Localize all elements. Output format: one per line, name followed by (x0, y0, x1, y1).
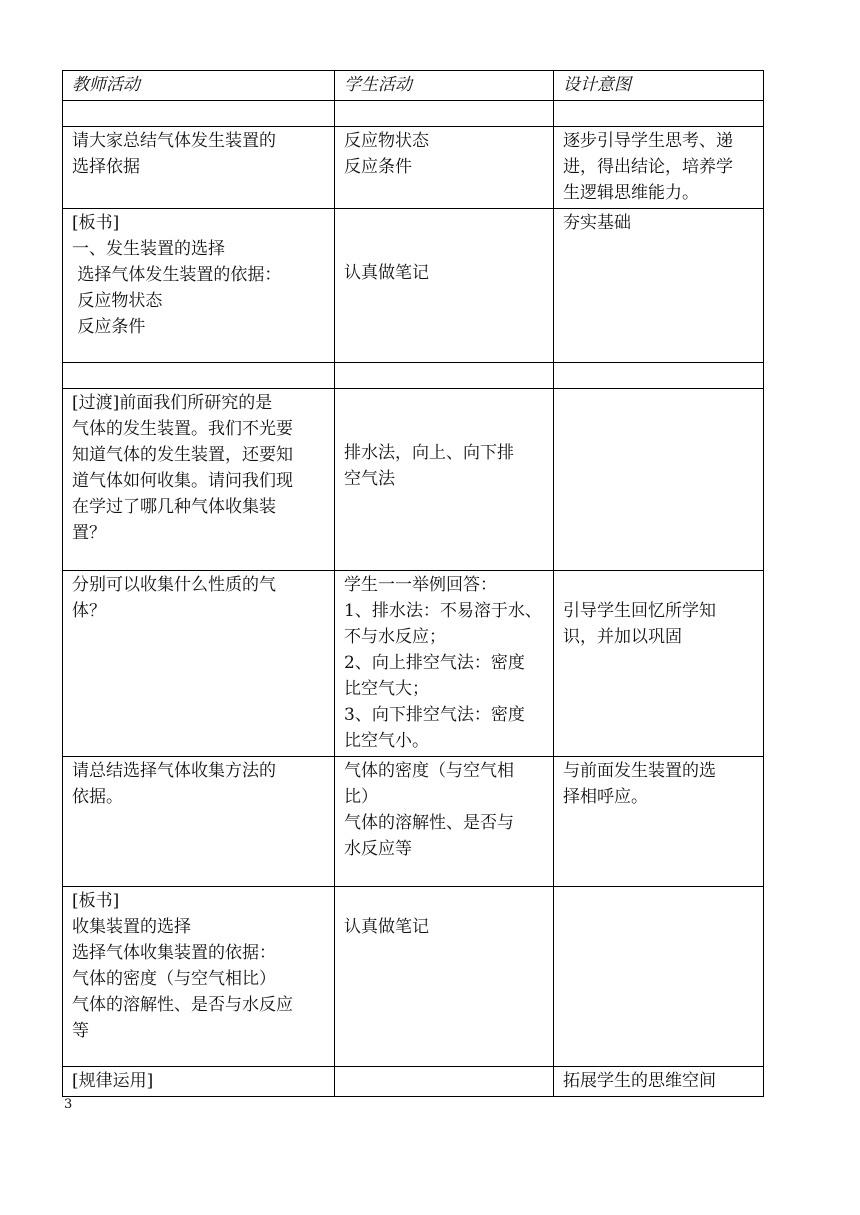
teacher-cell (63, 209, 335, 363)
lesson-plan-table (62, 70, 764, 1097)
cell-line: 一、发生装置的选择 (72, 239, 225, 259)
cell-line: 逐步引导学生思考、递 (563, 131, 733, 151)
cell-line: 与前面发生装置的选 (563, 761, 716, 781)
cell-line: 1、排水法：不易溶于水、 (344, 601, 542, 621)
cell-line: 反应物状态 (72, 291, 163, 311)
teacher-cell (63, 363, 335, 389)
cell-line: 比） (344, 787, 378, 807)
student-cell (335, 1067, 554, 1097)
cell-line: 3、向下排空气法：密度 (344, 705, 525, 725)
page-number: 3 (64, 1097, 73, 1112)
student-cell (335, 571, 554, 757)
cell-line: 认真做笔记 (344, 917, 429, 937)
cell-line: 拓展学生的思维空间 (563, 1071, 716, 1091)
student-cell (335, 389, 554, 571)
student-cell (335, 127, 554, 209)
cell-line: 进，得出结论，培养学 (563, 157, 733, 177)
intent-cell (554, 209, 764, 363)
header-design-intent: 设计意图 (554, 71, 764, 101)
cell-line: 等 (72, 1021, 89, 1041)
cell-line: 选择气体收集装置的依据： (72, 943, 276, 963)
student-cell (335, 209, 554, 363)
cell-line: 请总结选择气体收集方法的 (72, 761, 276, 781)
table-row (63, 389, 764, 571)
student-cell (335, 757, 554, 887)
cell-line: 反应条件 (344, 157, 412, 177)
cell-line: 置？ (72, 523, 106, 543)
cell-line: 在学过了哪几种气体收集装 (72, 497, 276, 517)
cell-line: 反应条件 (72, 317, 146, 337)
cell-line: 2、向上排空气法：密度 (344, 653, 525, 673)
cell-line: 学生一一举例回答： (344, 575, 497, 595)
cell-line: 请大家总结气体发生装置的 (72, 131, 276, 151)
cell-line: 比空气小。 (344, 731, 429, 751)
cell-line: 气体的溶解性、是否与 (344, 813, 514, 833)
cell-line: 排水法，向上、向下排 (344, 443, 514, 463)
teacher-cell (63, 1067, 335, 1097)
cell-line: 生逻辑思维能力。 (563, 183, 699, 203)
intent-cell (554, 887, 764, 1067)
cell-line: [过渡]前面我们所研究的是 (72, 393, 273, 413)
teacher-cell (63, 571, 335, 757)
cell-line: [规律运用] (72, 1071, 154, 1091)
intent-cell (554, 363, 764, 389)
intent-cell (554, 389, 764, 571)
student-cell (335, 101, 554, 127)
table-row (63, 571, 764, 757)
cell-line: 不与水反应； (344, 627, 446, 647)
cell-line: 夯实基础 (563, 213, 631, 233)
intent-cell (554, 571, 764, 757)
cell-line: 知道气体的发生装置，还要知 (72, 445, 293, 465)
cell-line: 分别可以收集什么性质的气 (72, 575, 276, 595)
cell-line: 气体的溶解性、是否与水反应 (72, 995, 293, 1015)
teacher-cell (63, 101, 335, 127)
cell-line: 选择依据 (72, 157, 140, 177)
cell-line: 择相呼应。 (563, 787, 648, 807)
cell-line: 识，并加以巩固 (563, 627, 682, 647)
table-row (63, 1067, 764, 1097)
table-row (63, 209, 764, 363)
cell-line: 水反应等 (344, 839, 412, 859)
intent-cell (554, 127, 764, 209)
cell-line: 气体的发生装置。我们不光要 (72, 419, 293, 439)
table-row (63, 127, 764, 209)
table-row (63, 363, 764, 389)
cell-line: 道气体如何收集。请问我们现 (72, 471, 293, 491)
teacher-cell (63, 127, 335, 209)
cell-line: 反应物状态 (344, 131, 429, 151)
cell-line: 认真做笔记 (344, 263, 429, 283)
teacher-cell (63, 757, 335, 887)
cell-line: 比空气大； (344, 679, 429, 699)
cell-line: 收集装置的选择 (72, 917, 191, 937)
cell-line: 空气法 (344, 469, 395, 489)
cell-line: 气体的密度（与空气相比） (72, 969, 276, 989)
intent-cell (554, 757, 764, 887)
table-row (63, 101, 764, 127)
cell-line: 引导学生回忆所学知 (563, 601, 716, 621)
student-cell (335, 363, 554, 389)
header-student-activity: 学生活动 (335, 71, 554, 101)
cell-line: [板书] (72, 213, 120, 233)
cell-line: 依据。 (72, 787, 123, 807)
cell-line: 选择气体发生装置的依据： (72, 265, 282, 285)
table-row (63, 887, 764, 1067)
table-row (63, 757, 764, 887)
header-teacher-activity: 教师活动 (63, 71, 335, 101)
intent-cell (554, 101, 764, 127)
teacher-cell (63, 887, 335, 1067)
student-cell (335, 887, 554, 1067)
header-row (63, 71, 764, 101)
cell-line: 体？ (72, 601, 106, 621)
teacher-cell (63, 389, 335, 571)
intent-cell (554, 1067, 764, 1097)
cell-line: 气体的密度（与空气相 (344, 761, 514, 781)
cell-line: [板书] (72, 891, 120, 911)
